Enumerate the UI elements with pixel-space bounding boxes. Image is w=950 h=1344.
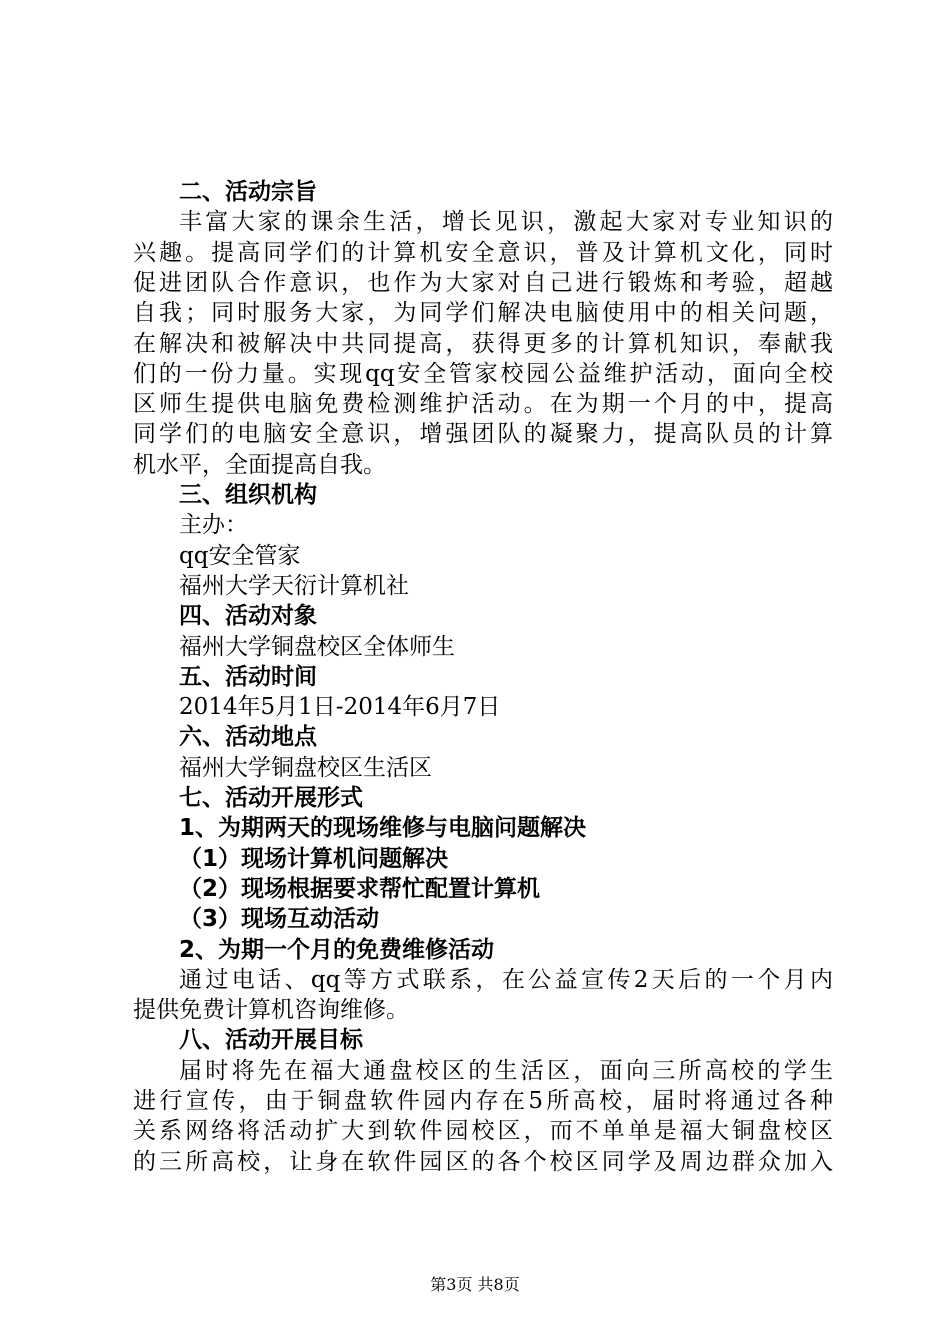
paragraph-line: 关系网络将活动扩大到软件园校区，而不单单是福大铜盘校区 — [133, 1118, 833, 1144]
paragraph-line: 们的一份力量。实现qq安全管家校园公益维护活动，面向全校 — [133, 361, 833, 387]
section-heading: 四、活动对象 — [179, 603, 317, 629]
paragraph-line: 促进团队合作意识，也作为大家对自己进行锻炼和考验，超越 — [133, 270, 833, 296]
paragraph-line: 届时将先在福大通盘校区的生活区，面向三所高校的学生 — [179, 1058, 833, 1084]
section-heading: 三、组织机构 — [179, 482, 317, 508]
section-heading: （3）现场互动活动 — [179, 906, 380, 932]
paragraph-line: 区师生提供电脑免费检测维护活动。在为期一个月的中，提高 — [133, 391, 833, 417]
paragraph-line: 2014年5月1日-2014年6月7日 — [179, 694, 501, 720]
paragraph-line: 丰富大家的课余生活，增长见识，激起大家对专业知识的 — [179, 209, 833, 235]
paragraph-line: 主办： — [179, 512, 248, 538]
section-heading: （2）现场根据要求帮忙配置计算机 — [179, 876, 541, 902]
section-heading: 二、活动宗旨 — [179, 179, 317, 205]
section-heading: 八、活动开展目标 — [179, 1027, 363, 1053]
paragraph-line: 福州大学天衍计算机社 — [179, 573, 409, 599]
paragraph-line: 机水平，全面提高自我。 — [133, 452, 386, 478]
section-heading: （1）现场计算机问题解决 — [179, 846, 449, 872]
paragraph-line: 通过电话、qq等方式联系，在公益宣传2天后的一个月内 — [179, 967, 833, 993]
paragraph-line: 进行宣传，由于铜盘软件园内存在5所高校，届时将通过各种 — [133, 1088, 833, 1114]
section-heading: 五、活动时间 — [179, 664, 317, 690]
paragraph-line: 的三所高校，让身在软件园区的各个校区同学及周边群众加入 — [133, 1149, 833, 1175]
page-footer: 第3页 共8页 — [430, 1275, 520, 1294]
section-heading: 2、为期一个月的免费维修活动 — [179, 937, 495, 963]
paragraph-line: 在解决和被解决中共同提高，获得更多的计算机知识，奉献我 — [133, 331, 833, 357]
paragraph-line: 自我；同时服务大家，为同学们解决电脑使用中的相关问题， — [133, 300, 833, 326]
paragraph-line: 福州大学铜盘校区全体师生 — [179, 634, 455, 660]
paragraph-line: 同学们的电脑安全意识，增强团队的凝聚力，提高队员的计算 — [133, 421, 833, 447]
paragraph-line: 兴趣。提高同学们的计算机安全意识，普及计算机文化，同时 — [133, 240, 833, 266]
section-heading: 六、活动地点 — [179, 724, 317, 750]
paragraph-line: qq安全管家 — [179, 543, 301, 569]
paragraph-line: 福州大学铜盘校区生活区 — [179, 755, 432, 781]
section-heading: 七、活动开展形式 — [179, 785, 363, 811]
paragraph-line: 提供免费计算机咨询维修。 — [133, 997, 409, 1023]
section-heading: 1、为期两天的现场维修与电脑问题解决 — [179, 815, 587, 841]
